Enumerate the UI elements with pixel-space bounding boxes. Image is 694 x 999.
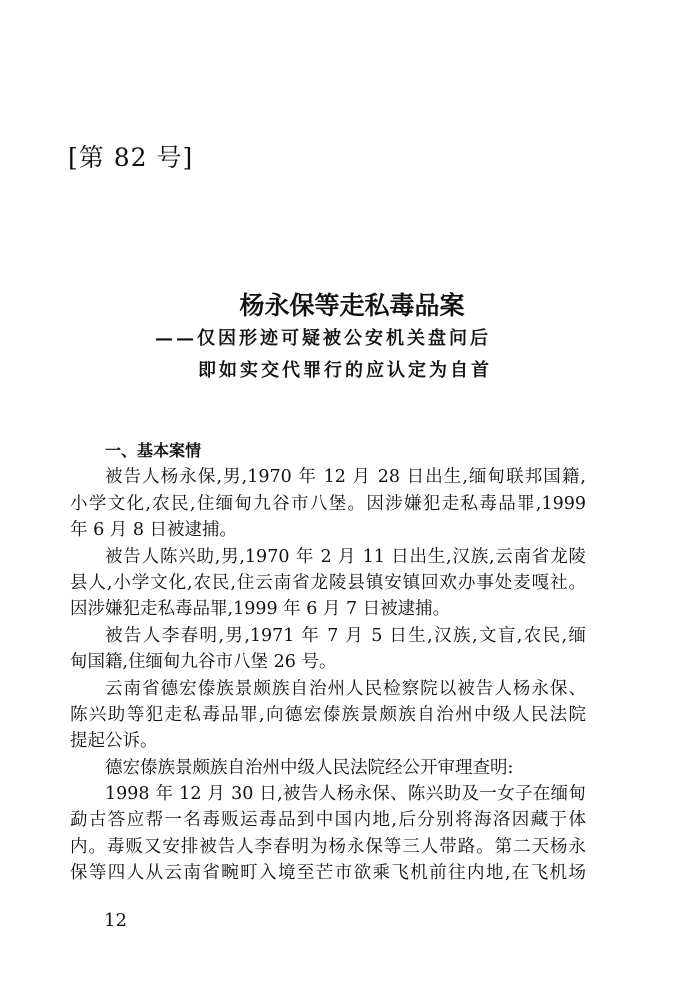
subtitle-line-1: ——仅因形迹可疑被公安机关盘问后	[155, 328, 491, 349]
text-line: 被告人陈兴助,男,1970 年 2 月 11 日出生,汉族,云南省龙陵	[105, 546, 586, 567]
text-line: 被告人杨永保,男,1970 年 12 月 28 日出生,缅甸联邦国籍,	[105, 467, 586, 488]
text-line: 因涉嫌犯走私毒品罪,1999 年 6 月 7 日被逮捕。	[70, 599, 451, 620]
text-line: 提起公诉。	[70, 731, 158, 752]
text-line: 内。毒贩又安排被告人李春明为杨永保等三人带路。第二天杨永	[70, 836, 586, 857]
text-line: 甸国籍,住缅甸九谷市八堡 26 号。	[70, 652, 337, 673]
text-line: 被告人李春明,男,1971 年 7 月 5 日生,汉族,文盲,农民,缅	[105, 625, 586, 646]
body-text	[70, 438, 586, 887]
case-title: 杨永保等走私毒品案	[239, 291, 465, 320]
text-line: 1998 年 12 月 30 日,被告人杨永保、陈兴助及一女子在缅甸	[105, 784, 586, 805]
text-line: 德宏傣族景颇族自治州中级人民法院经公开审理查明:	[105, 757, 514, 778]
text-line: 县人,小学文化,农民,住云南省龙陵县镇安镇回欢办事处麦嘎社。	[70, 572, 586, 593]
subtitle-line-2: 即如实交代罪行的应认定为自首	[198, 360, 492, 381]
page-number: 12	[104, 910, 127, 931]
case-number: [第 82 号]	[68, 143, 194, 172]
text-line: 陈兴助等犯走私毒品罪,向德宏傣族景颇族自治州中级人民法院	[70, 704, 586, 725]
text-line: 年 6 月 8 日被逮捕。	[70, 520, 238, 541]
text-line: 云南省德宏傣族景颇族自治州人民检察院以被告人杨永保、	[105, 678, 586, 699]
text-line: 小学文化,农民,住缅甸九谷市八堡。因涉嫌犯走私毒品罪,1999	[70, 493, 586, 514]
text-line: 保等四人从云南省畹町入境至芒市欲乘飞机前往内地,在飞机场	[70, 863, 586, 884]
section-heading: 一、基本案情	[105, 441, 202, 460]
text-line: 勐古答应帮一名毒贩运毒品到中国内地,后分别将海洛因藏于体	[70, 810, 586, 831]
